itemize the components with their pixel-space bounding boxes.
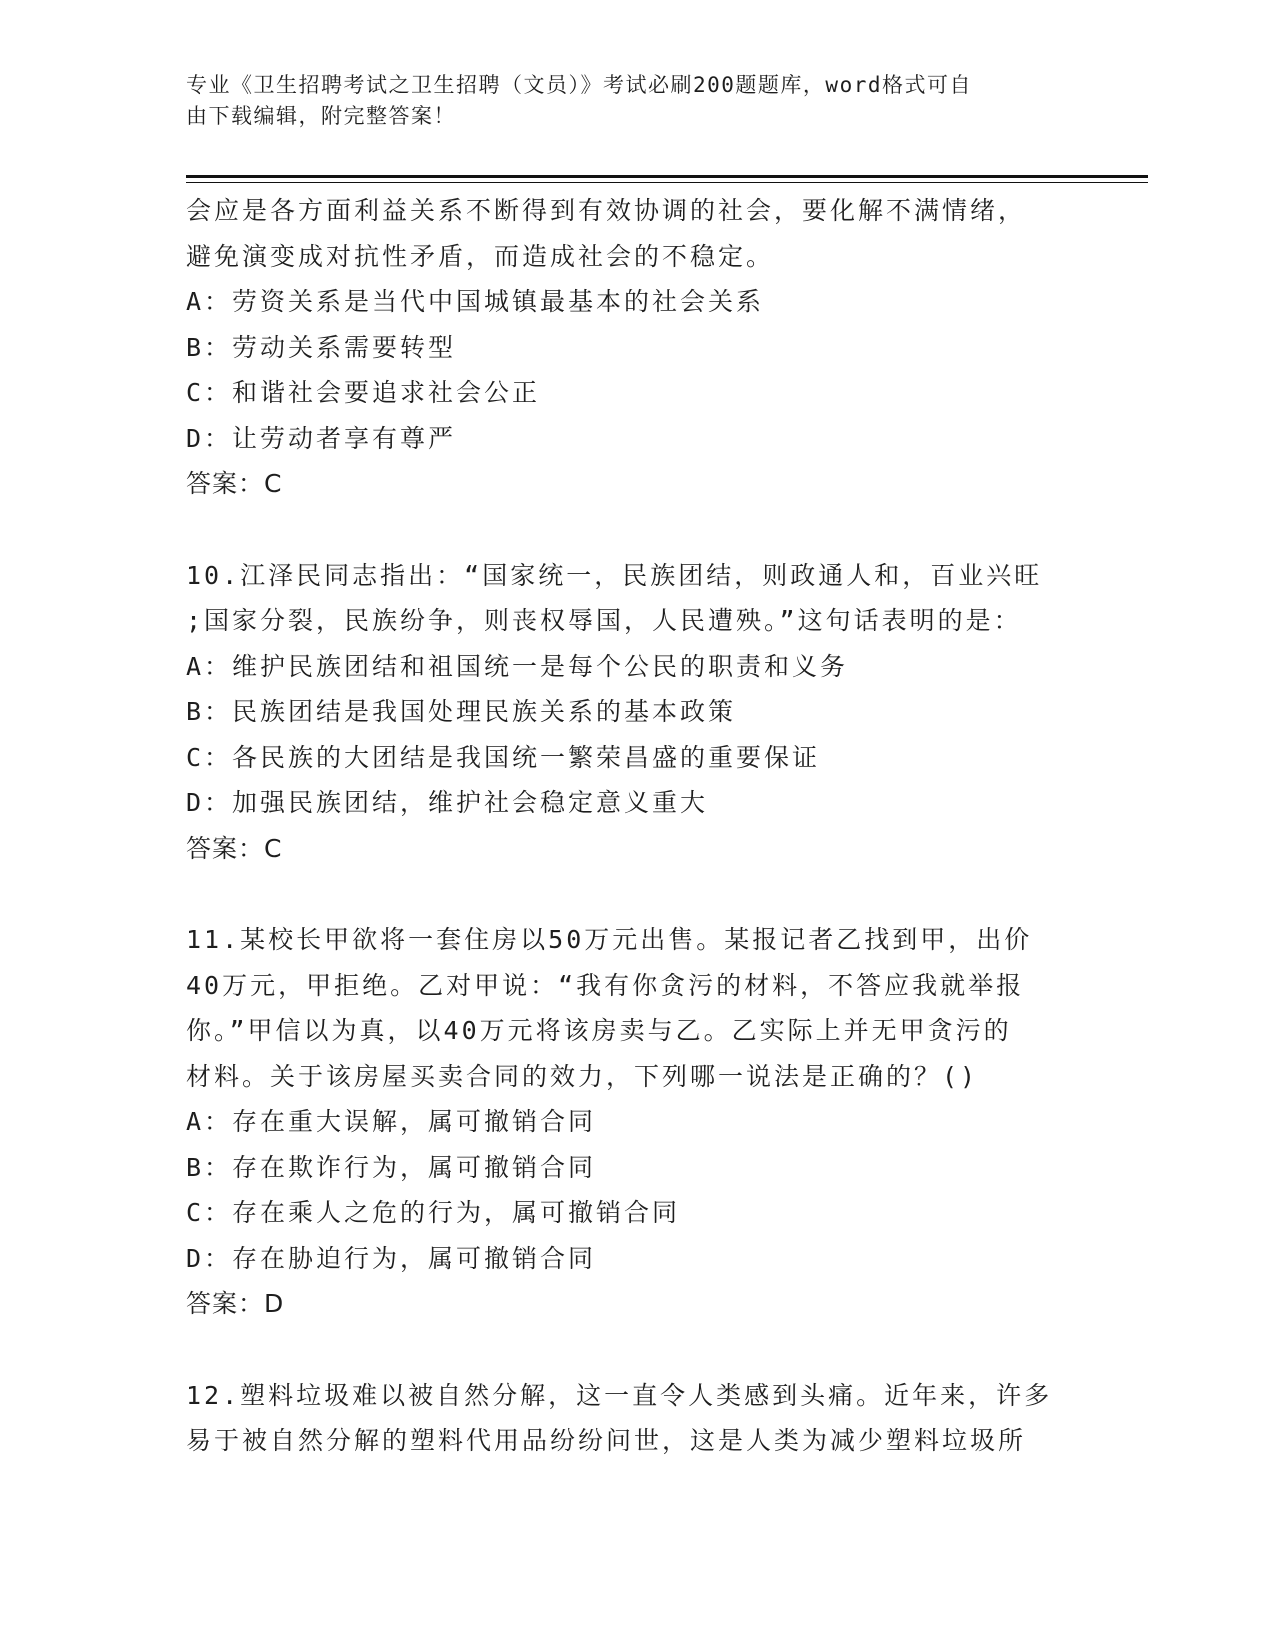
question-stem-line: 易于被自然分解的塑料代用品纷纷问世，这是人类为减少塑料垃圾所 — [186, 1426, 1027, 1455]
option-a: A：存在重大误解，属可撤销合同 — [186, 1107, 597, 1136]
question-list — [186, 188, 1086, 1464]
question-stem-line: ;国家分裂，民族纷争，则丧权辱国，人民遭殃。”这句话表明的是： — [186, 606, 1022, 635]
question-stem-line: 你。”甲信以为真，以40万元将该房卖与乙。乙实际上并无甲贪污的 — [186, 1016, 1012, 1045]
question-10 — [186, 553, 1086, 872]
question-stem-line: 12.塑料垃圾难以被自然分解，这一直令人类感到头痛。近年来，许多 — [186, 1380, 1053, 1410]
question-stem-line: 会应是各方面利益关系不断得到有效协调的社会，要化解不满情绪， — [186, 196, 1027, 225]
option-a: A：劳资关系是当代中国城镇最基本的社会关系 — [186, 287, 765, 316]
option-b: B：存在欺诈行为，属可撤销合同 — [186, 1152, 597, 1182]
question-stem-line: 避免演变成对抗性矛盾，而造成社会的不稳定。 — [186, 241, 775, 271]
header-rule-thin — [186, 182, 1148, 183]
option-b: B：民族团结是我国处理民族关系的基本政策 — [186, 697, 737, 726]
option-c: C：存在乘人之危的行为，属可撤销合同 — [186, 1198, 681, 1227]
question-stem-line: 11.某校长甲欲将一套住房以50万元出售。某报记者乙找到甲，出价 — [186, 925, 1033, 954]
answer: 答案：C — [186, 469, 283, 498]
document-header — [186, 70, 1066, 132]
option-d: D：存在胁迫行为，属可撤销合同 — [186, 1243, 597, 1273]
option-c: C：和谐社会要追求社会公正 — [186, 378, 541, 407]
question-stem-line: 10.江泽民同志指出：“国家统一，民族团结，则政通人和，百业兴旺 — [186, 560, 1043, 590]
question-stem-line: 材料。关于该房屋买卖合同的效力，下列哪一说法是正确的？() — [186, 1061, 979, 1091]
option-b: B：劳动关系需要转型 — [186, 332, 457, 362]
answer: 答案：C — [186, 833, 283, 863]
question-11 — [186, 917, 1086, 1327]
header-rule-thick — [186, 175, 1148, 178]
spacer — [186, 1327, 1086, 1373]
option-a: A：维护民族团结和祖国统一是每个公民的职责和义务 — [186, 651, 849, 681]
spacer — [186, 507, 1086, 553]
option-d: D：加强民族团结，维护社会稳定意义重大 — [186, 788, 709, 817]
question-12 — [186, 1373, 1086, 1464]
option-c: C：各民族的大团结是我国统一繁荣昌盛的重要保证 — [186, 742, 821, 772]
question-stem-line: 40万元，甲拒绝。乙对甲说：“我有你贪污的材料，不答应我就举报 — [186, 970, 1025, 1000]
spacer — [186, 871, 1086, 917]
option-d: D：让劳动者享有尊严 — [186, 423, 457, 453]
answer: 答案：D — [186, 1289, 285, 1318]
question-9 — [186, 188, 1086, 507]
header-line-1: 专业《卫生招聘考试之卫生招聘（文员）》考试必刷200题题库，word格式可自 — [186, 73, 972, 97]
header-line-2: 由下载编辑，附完整答案！ — [186, 104, 456, 128]
